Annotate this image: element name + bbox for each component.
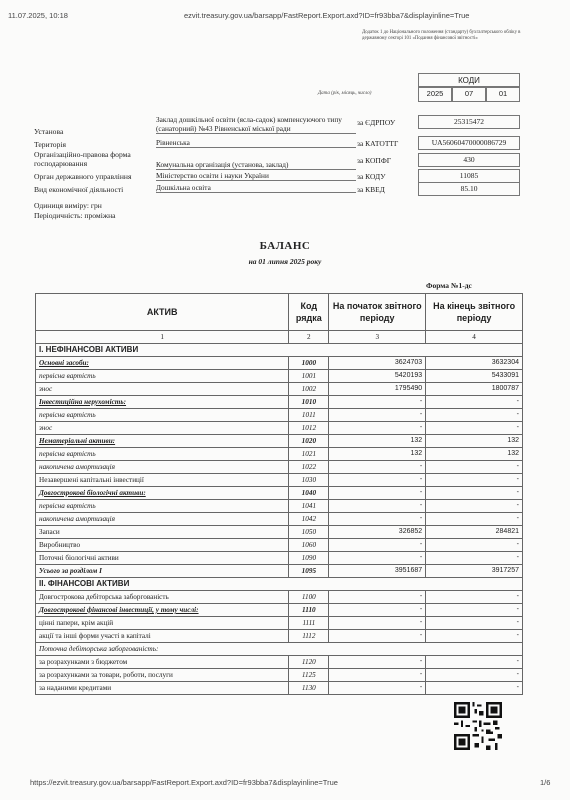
row-start-value: 132 <box>329 448 426 461</box>
row-code: 1041 <box>289 500 329 513</box>
row-end-value: - <box>426 630 523 643</box>
row-name: Основні засоби: <box>36 357 289 370</box>
header-code: Код рядка <box>289 294 329 331</box>
requisite-label: Територія <box>34 140 66 149</box>
row-start-value: - <box>329 422 426 435</box>
row-name: Незавершені капітальні інвестиції <box>36 474 289 487</box>
table-row <box>36 682 523 695</box>
row-name: акції та інші форми участі в капіталі <box>36 630 289 643</box>
balance-table-body <box>36 344 523 695</box>
row-name: накопичена амортизація <box>36 513 289 526</box>
table-row <box>36 487 523 500</box>
row-end-value: - <box>426 396 523 409</box>
table-row <box>36 383 523 396</box>
requisite-code-value: UA56060470000086729 <box>418 136 520 150</box>
requisite-code-value: 430 <box>418 153 520 167</box>
row-start-value: 3624703 <box>329 357 426 370</box>
row-end-value: 5433091 <box>426 370 523 383</box>
row-start-value: - <box>329 396 426 409</box>
row-code: 1000 <box>289 357 329 370</box>
col-num-3: 3 <box>329 331 426 344</box>
row-start-value: - <box>329 617 426 630</box>
row-end-value: - <box>426 422 523 435</box>
row-start-value: 3951687 <box>329 565 426 578</box>
table-row <box>36 370 523 383</box>
row-code: 1040 <box>289 487 329 500</box>
date-day: 01 <box>486 86 520 102</box>
periodicity-label: Періодичність: проміжна <box>34 211 116 220</box>
row-start-value: - <box>329 513 426 526</box>
row-start-value: - <box>329 656 426 669</box>
row-start-value: - <box>329 604 426 617</box>
regulation-note: Додаток 1 до Національного положення (стандарту) бухгалтерського обліку в державному секторі 101 «Подання фінансової звітності» <box>362 30 521 41</box>
row-code: 1112 <box>289 630 329 643</box>
row-name: Інвестиційна нерухомість: <box>36 396 289 409</box>
table-row <box>36 617 523 630</box>
row-end-value: 3632304 <box>426 357 523 370</box>
row-name: Поточні біологічні активи <box>36 552 289 565</box>
row-start-value: - <box>329 500 426 513</box>
row-end-value: - <box>426 656 523 669</box>
row-code: 1042 <box>289 513 329 526</box>
balance-table <box>35 293 523 695</box>
column-number-row <box>36 331 523 344</box>
browser-datetime: 11.07.2025, 10:18 <box>8 11 68 20</box>
requisite-code-label: за КОДУ <box>357 172 386 181</box>
row-name: за розрахунками з бюджетом <box>36 656 289 669</box>
row-end-value: - <box>426 500 523 513</box>
requisite-code-label: за КОПФГ <box>357 156 392 165</box>
row-name: первісна вартість <box>36 500 289 513</box>
row-code: 1100 <box>289 591 329 604</box>
row-code: 1030 <box>289 474 329 487</box>
row-code: 1125 <box>289 669 329 682</box>
table-row <box>36 604 523 617</box>
row-code: 1060 <box>289 539 329 552</box>
requisite-code-label: за КВЕД <box>357 185 385 194</box>
unit-label: Одиниця виміру: грн <box>34 201 102 210</box>
table-row <box>36 565 523 578</box>
requisite-code-value: 11085 <box>418 169 520 183</box>
requisite-label: Установа <box>34 127 64 136</box>
requisite-label: Організаційно-правова форма господарювання <box>34 150 131 168</box>
table-row <box>36 526 523 539</box>
row-name: первісна вартість <box>36 409 289 422</box>
date-month: 07 <box>452 86 486 102</box>
footer-url: https://ezvit.treasury.gov.ua/barsapp/FastReport.Export.axd?ID=fr93bba7&displayinline=True <box>30 778 338 787</box>
table-row <box>36 552 523 565</box>
table-row <box>36 474 523 487</box>
row-start-value: - <box>329 474 426 487</box>
row-end-value: 132 <box>426 435 523 448</box>
row-code: 1021 <box>289 448 329 461</box>
requisite-value: Комунальна організація (установа, заклад) <box>156 160 356 170</box>
codes-header: КОДИ <box>418 73 520 88</box>
col-num-2: 2 <box>289 331 329 344</box>
qr-code <box>454 702 502 750</box>
row-code: 1001 <box>289 370 329 383</box>
row-name: накопичена амортизація <box>36 461 289 474</box>
row-name: Запаси <box>36 526 289 539</box>
row-name: Усього за розділом I <box>36 565 289 578</box>
table-row <box>36 500 523 513</box>
col-num-1: 1 <box>36 331 289 344</box>
requisite-value: Дошкільна освіта <box>156 183 356 193</box>
row-name: цінні папери, крім акцій <box>36 617 289 630</box>
requisite-value: Рівненська <box>156 138 356 148</box>
requisite-value: Заклад дошкільної освіти (ясла-садок) компенсуючого типу (санаторний) №43 Рівненської міської ради <box>156 115 356 134</box>
row-name: Довгострокові біологічні активи: <box>36 487 289 500</box>
row-end-value: 284821 <box>426 526 523 539</box>
row-code: 1090 <box>289 552 329 565</box>
row-code: 1130 <box>289 682 329 695</box>
row-end-value: - <box>426 409 523 422</box>
table-row <box>36 669 523 682</box>
row-start-value: - <box>329 539 426 552</box>
header-end: На кінець звітного періоду <box>426 294 523 331</box>
row-name: Довгострокова дебіторська заборгованість <box>36 591 289 604</box>
table-row <box>36 630 523 643</box>
row-start-value: - <box>329 591 426 604</box>
row-name: первісна вартість <box>36 370 289 383</box>
section-heading: II. ФІНАНСОВІ АКТИВИ <box>36 578 523 591</box>
row-code: 1011 <box>289 409 329 422</box>
row-name: за розрахунками за товари, роботи, послуги <box>36 669 289 682</box>
row-end-value: - <box>426 617 523 630</box>
header-start: На початок звітного періоду <box>329 294 426 331</box>
row-end-value: 3917257 <box>426 565 523 578</box>
table-row <box>36 448 523 461</box>
row-code: 1120 <box>289 656 329 669</box>
row-end-value: - <box>426 487 523 500</box>
row-start-value: - <box>329 409 426 422</box>
row-end-value: - <box>426 474 523 487</box>
row-start-value: 326852 <box>329 526 426 539</box>
row-name: знос <box>36 383 289 396</box>
row-name: Довгострокові фінансові інвестиції, у тому числі: <box>36 604 289 617</box>
section-heading: I. НЕФІНАНСОВІ АКТИВИ <box>36 344 523 357</box>
row-start-value: - <box>329 682 426 695</box>
table-row <box>36 357 523 370</box>
row-start-value: 5420193 <box>329 370 426 383</box>
table-row <box>36 344 523 357</box>
browser-url: ezvit.treasury.gov.ua/barsapp/FastReport.Export.axd?ID=fr93bba7&displayinline=True <box>184 11 470 20</box>
row-code: 1010 <box>289 396 329 409</box>
table-row <box>36 461 523 474</box>
row-end-value: - <box>426 604 523 617</box>
requisite-label: Вид економічної діяльності <box>34 185 124 194</box>
row-name: знос <box>36 422 289 435</box>
document-title: БАЛАНС <box>259 240 311 252</box>
row-start-value: 1795490 <box>329 383 426 396</box>
table-row <box>36 422 523 435</box>
row-code: 1022 <box>289 461 329 474</box>
row-name: Виробництво <box>36 539 289 552</box>
date-year: 2025 <box>418 86 452 102</box>
requisite-value: Міністерство освіти і науки України <box>156 171 356 181</box>
table-row <box>36 409 523 422</box>
row-name: за наданими кредитами <box>36 682 289 695</box>
row-name: Нематеріальні активи: <box>36 435 289 448</box>
row-code: 1002 <box>289 383 329 396</box>
col-num-4: 4 <box>426 331 523 344</box>
row-code: 1095 <box>289 565 329 578</box>
row-start-value: - <box>329 461 426 474</box>
row-end-value: - <box>426 669 523 682</box>
document-date: на 01 липня 2025 року <box>248 257 322 266</box>
row-end-value: - <box>426 682 523 695</box>
subsection-heading: Поточна дебіторська заборгованість: <box>36 643 523 656</box>
table-row <box>36 435 523 448</box>
row-code: 1050 <box>289 526 329 539</box>
row-start-value: - <box>329 552 426 565</box>
header-asset: АКТИВ <box>36 294 289 331</box>
row-end-value: - <box>426 552 523 565</box>
table-row <box>36 643 523 656</box>
row-end-value: - <box>426 513 523 526</box>
requisite-code-label: за ЄДРПОУ <box>357 118 396 127</box>
date-label: Дата (рік, місяць, число) <box>318 91 372 96</box>
table-row <box>36 513 523 526</box>
row-end-value: - <box>426 591 523 604</box>
row-start-value: - <box>329 669 426 682</box>
requisite-code-label: за КАТОТТГ <box>357 139 399 148</box>
row-code: 1012 <box>289 422 329 435</box>
table-row <box>36 656 523 669</box>
row-code: 1111 <box>289 617 329 630</box>
table-row <box>36 396 523 409</box>
row-start-value: 132 <box>329 435 426 448</box>
table-row <box>36 539 523 552</box>
row-code: 1110 <box>289 604 329 617</box>
row-start-value: - <box>329 487 426 500</box>
row-name: первісна вартість <box>36 448 289 461</box>
row-end-value: 132 <box>426 448 523 461</box>
table-header-row <box>36 294 523 331</box>
row-end-value: - <box>426 461 523 474</box>
table-row <box>36 591 523 604</box>
row-start-value: - <box>329 630 426 643</box>
row-end-value: 1800787 <box>426 383 523 396</box>
row-end-value: - <box>426 539 523 552</box>
form-number: Форма №1-дс <box>426 281 472 290</box>
requisite-label: Орган державного управління <box>34 172 132 181</box>
row-code: 1020 <box>289 435 329 448</box>
requisite-code-value: 25315472 <box>418 115 520 129</box>
page-number: 1/6 <box>540 778 551 787</box>
table-row <box>36 578 523 591</box>
requisite-code-value: 85.10 <box>418 182 520 196</box>
